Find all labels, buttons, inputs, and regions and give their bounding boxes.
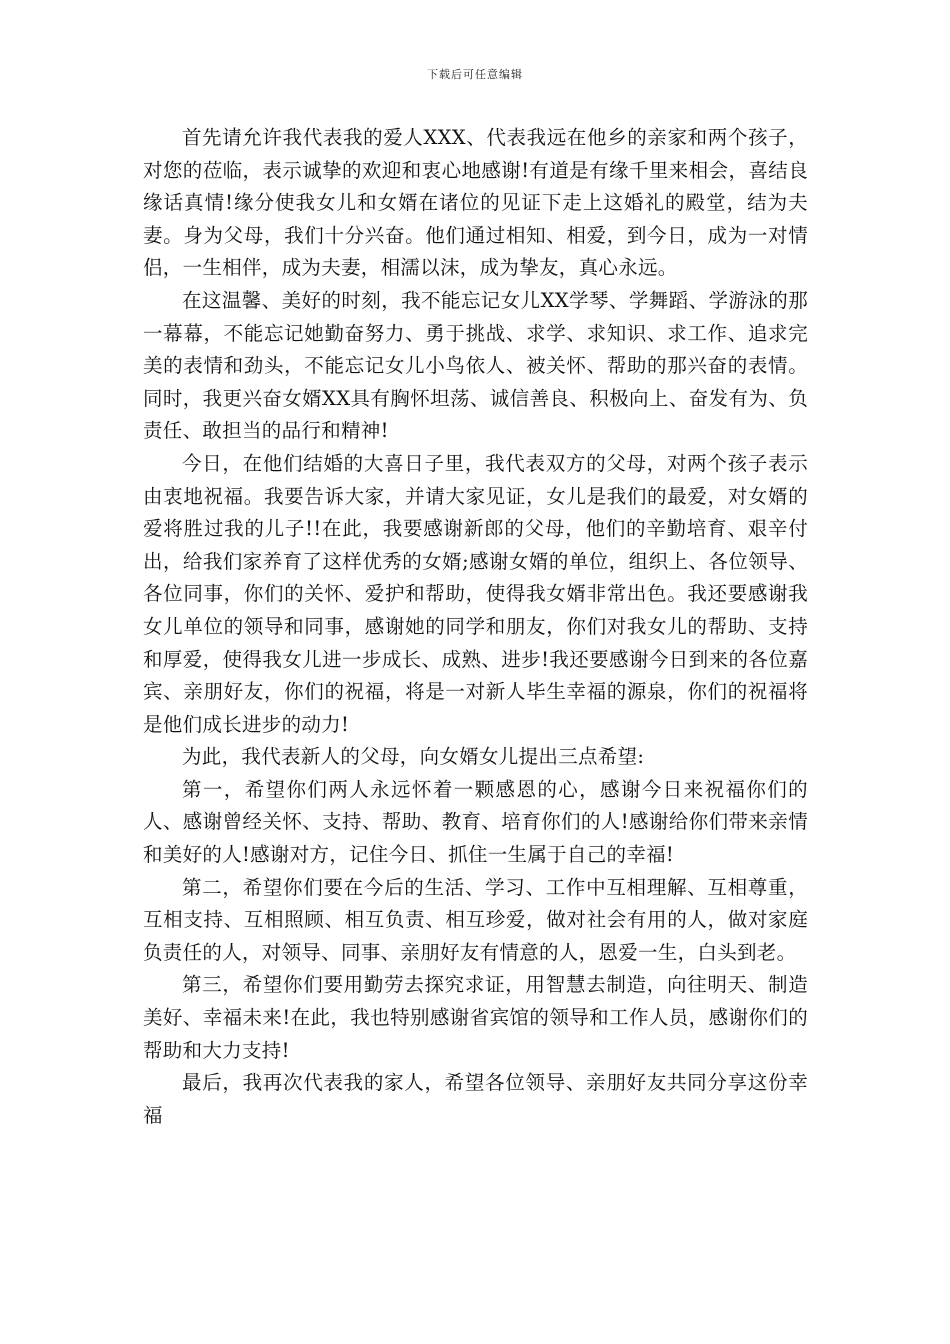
paragraph: 最后，我再次代表我的家人，希望各位领导、亲朋好友共同分享这份幸福 <box>143 1071 808 1127</box>
paragraph: 第三，希望你们要用勤劳去探究求证，用智慧去制造，向往明天、制造美好、幸福未来!在此，我也特别感谢省宾馆的领导和工作人员，感谢你们的帮助和大力支持! <box>143 973 808 1062</box>
paragraph: 第一，希望你们两人永远怀着一颗感恩的心，感谢今日来祝福你们的人、感谢曾经关怀、支持、帮助、教育、培育你们的人!感谢给你们带来亲情和美好的人!感谢对方，记住今日、抓住一生属于自己的幸福! <box>143 777 808 867</box>
paragraph: 为此，我代表新人的父母，向女婿女儿提出三点希望: <box>182 745 645 769</box>
paragraph: 今日，在他们结婚的大喜日子里，我代表双方的父母，对两个孩子表示由衷地祝福。我要告诉大家，并请大家见证，女儿是我们的最爱，对女婿的爱将胜过我的儿子!!在此，我要感谢新郎的父母，他们的辛勤培育、艰辛付出，给我们家养育了这样优秀的女婿;感谢女婿的单位，组织上、各位领导、各位同事，你们的关怀、爱护和帮助，使得我女婿非常出色。我还要感谢我女儿单位的领导和同事，感谢她的同学和朋友，你们对我女儿的帮助、支持和厚爱，使得我女儿进一步成长、成熟、进步!我还要感谢今日到来的各位嘉宾、亲朋好友，你们的祝福，将是一对新人毕生幸福的源泉，你们的祝福将是他们成长进步的动力! <box>143 451 808 736</box>
header-note: 下载后可任意编辑 <box>427 68 523 81</box>
paragraph: 首先请允许我代表我的爱人XXX、代表我远在他乡的亲家和两个孩子，对您的莅临，表示诚挚的欢迎和衷心地感谢!有道是有缘千里来相会，喜结良缘话真情!缘分使我女儿和女婿在诸位的见证下走上这婚礼的殿堂，结为夫妻。身为父母，我们十分兴奋。他们通过相知、相爱，到今日，成为一对情侣，一生相伴，成为夫妻，相濡以沫，成为挚友，真心永远。 <box>143 126 808 280</box>
paragraph: 在这温馨、美好的时刻，我不能忘记女儿XX学琴、学舞蹈、学游泳的那一幕幕，不能忘记她勤奋努力、勇于挑战、求学、求知识、求工作、追求完美的表情和劲头，不能忘记女儿小鸟依人、被关怀、帮助的那兴奋的表情。同时，我更兴奋女婿XX具有胸怀坦荡、诚信善良、积极向上、奋发有为、负责任、敢担当的品行和精神! <box>143 288 808 443</box>
document-body <box>143 122 808 1132</box>
paragraph: 第二，希望你们要在今后的生活、学习、工作中互相理解、互相尊重，互相支持、互相照顾、相互负责、相互珍爱，做对社会有用的人，做对家庭负责任的人，对领导、同事、亲朋好友有情意的人，恩爱一生，白头到老。 <box>143 875 808 964</box>
